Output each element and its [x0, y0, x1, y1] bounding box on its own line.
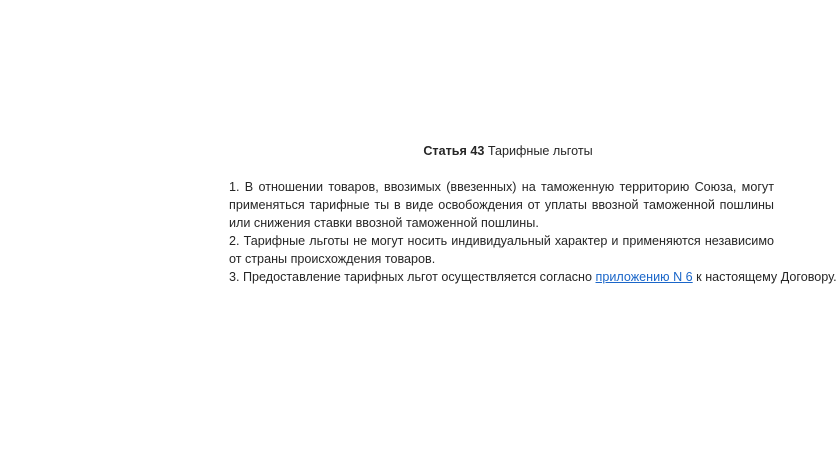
article-title-text: Тарифные льготы [484, 144, 593, 158]
paragraph-2: 2. Тарифные льготы не могут носить индивидуальный характер и применяются независимо от страны происхождения товаров. [229, 234, 774, 266]
appendix-6-link[interactable]: приложению N 6 [595, 270, 693, 284]
paragraph-3 [229, 268, 837, 286]
article-title [229, 142, 774, 160]
article-body [229, 142, 837, 286]
paragraph-3-text-before: 3. Предоставление тарифных льгот осуществляется согласно [229, 270, 596, 284]
paragraph-1: 1. В отношении товаров, ввозимых (ввезенных) на таможенную территорию Союза, могут применяться тарифные ты в виде освобождения от уплаты ввозной таможенной пошлины или снижения ставки ввозной таможенной пошлины. [229, 180, 774, 230]
spacer [229, 160, 774, 178]
paragraph-3-text-after: к настоящему Договору. [692, 270, 837, 284]
article-number: Статья 43 [423, 144, 485, 158]
